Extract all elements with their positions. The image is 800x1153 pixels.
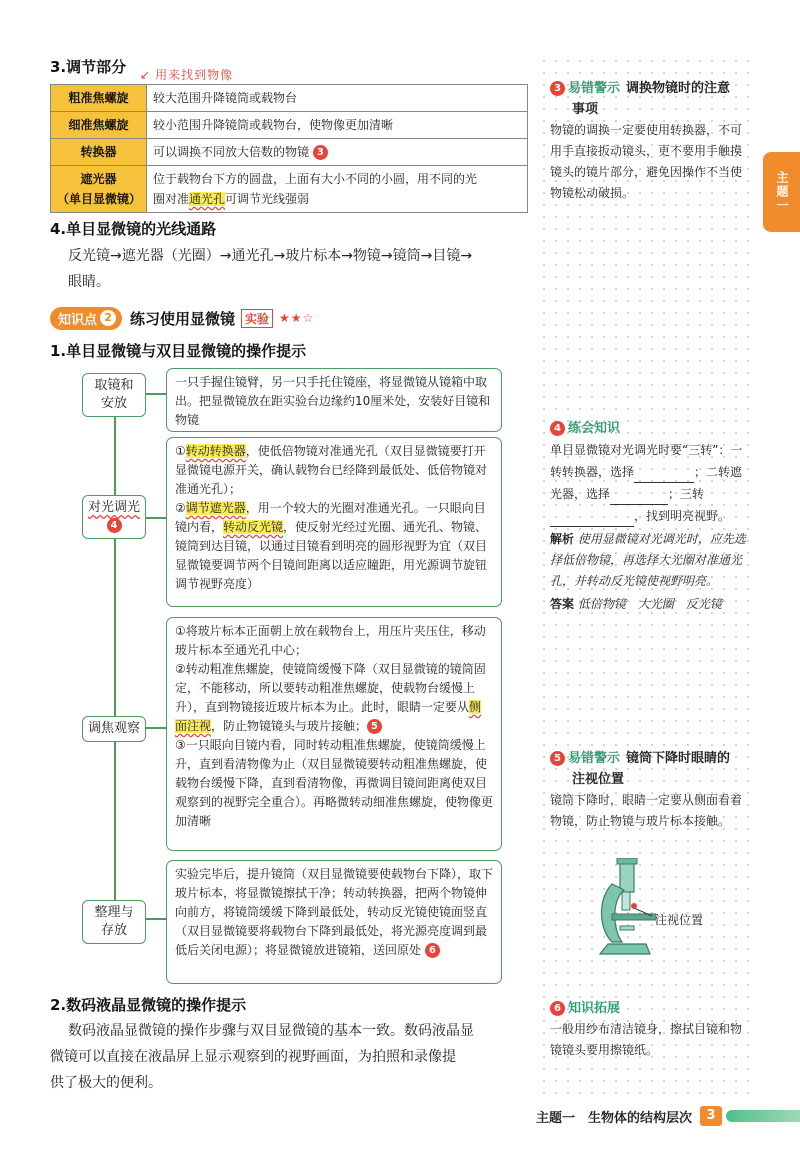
- cell-name-line2: （单目显微镜）: [57, 192, 142, 206]
- cell-name: 细准焦螺旋: [51, 112, 147, 139]
- side-analysis: [550, 529, 750, 592]
- section-3-title: 3.调节部分: [50, 58, 127, 76]
- side-head: [550, 748, 750, 769]
- blank: [610, 491, 668, 505]
- flow-connector: [146, 727, 166, 729]
- experiment-tag: 实验: [241, 309, 273, 328]
- table-row: [51, 85, 528, 112]
- eye-position-dot: [631, 903, 637, 909]
- footer-bar: [726, 1110, 800, 1122]
- side-label: 易错警示: [568, 751, 621, 766]
- ref-badge: 4: [550, 421, 565, 436]
- page-footer: [536, 1103, 800, 1129]
- microscope-base: [600, 944, 650, 954]
- side-head: [550, 418, 750, 439]
- text: ；二转遮光器，选择: [550, 465, 743, 501]
- cell-name: [51, 166, 147, 213]
- ref-badge: 3: [313, 145, 328, 160]
- step-label: 安放: [100, 396, 127, 411]
- flow-vertical-line: [114, 414, 116, 912]
- highlight-text: 转动反光镜: [223, 520, 284, 534]
- note-text: 用来找到物像: [155, 68, 234, 82]
- cell-desc: [147, 166, 528, 213]
- text: ；三转: [668, 487, 705, 501]
- step-label: 对光调光: [87, 500, 140, 515]
- cell-desc: 较大范围升降镜筒或载物台: [147, 85, 528, 112]
- step2-para2: [175, 499, 493, 594]
- text: ，使低倍物镜对准通光孔（双目显微镜要打开显微镜电源开关，确认载物台已经降到最低处、低倍物镜对准通光孔）；: [175, 444, 488, 496]
- adjustment-table: [50, 84, 528, 213]
- side-head: [550, 998, 750, 1019]
- side-block-4: [550, 418, 750, 615]
- badge-label: 知识点: [58, 312, 98, 328]
- side-question: [550, 439, 750, 527]
- side-title-cont: 注视位置: [572, 772, 625, 787]
- side-block-3: [550, 78, 750, 204]
- ref-badge: 6: [550, 1001, 565, 1016]
- cell-name: 转换器: [51, 139, 147, 166]
- desc-part: 位于载物台下方的圆盘，上面有大小不同的小圆，用不同的光: [153, 172, 478, 186]
- eyepiece-top: [617, 858, 637, 864]
- step-box-3: [166, 617, 502, 851]
- analysis-text: 使用显微镜对光调光时，应先选择低倍物镜，再选择大光圈对准通光孔，并转动反光镜使视野明亮。: [550, 532, 746, 588]
- table-row: [51, 112, 528, 139]
- footer-title: 主题一 生物体的结构层次: [536, 1110, 693, 1126]
- step3-para3: ③一只眼向目镜内看，同时转动粗准焦螺旋，使镜筒缓慢上升，直到看清物像为止（双目显微镜要转动粗准焦螺旋，使载物台缓慢下降，直到看清物像，再微调目镜间距离使双目观察到的视野完全重合）。再略微转动细准焦螺旋，使物像更加清晰: [175, 738, 494, 828]
- desc-part: 可调节光线强弱: [225, 192, 310, 206]
- side-title-cont: 事项: [572, 102, 599, 117]
- text: ，防止物镜镜头与玻片接触；: [211, 719, 368, 733]
- highlight-text: 转动转换器: [185, 444, 246, 458]
- ref-badge: 5: [550, 751, 565, 766]
- section-4-title: 4.单目显微镜的光线通路: [50, 220, 217, 238]
- objective-lens: [622, 892, 630, 910]
- side-block-6: [550, 998, 750, 1061]
- text: ，用一个较大的光圈对准通光孔。一只眼向目镜内看，: [175, 501, 486, 534]
- digital-para-line1: 数码液晶显微镜的操作步骤与双目显微镜的基本一致。数码液晶显: [68, 1023, 474, 1039]
- light-path-line1: 反光镜→遮光器（光圈）→通光孔→玻片标本→物镜→镜筒→目镜→: [68, 248, 473, 264]
- side-text: 镜筒下降时，眼睛一定要从侧面看着物镜，防止物镜与玻片标本接触。: [550, 793, 743, 828]
- step4-text: 实验完毕后，提升镜筒（双目显微镜要使载物台下降），取下玻片标本，将显微镜擦拭干净；转动转换器，把两个物镜伸向前方，将镜筒缓缓下降到最低处，转动反光镜使镜面竖直（双目显微镜要将载物台下降到最低处，将光源亮度调到最低后关闭电源）；将显微镜放进镜箱，送回原处: [175, 867, 494, 957]
- side-answer: [550, 594, 750, 615]
- mirror: [620, 926, 634, 930]
- side-head: [550, 78, 750, 99]
- answer-label: 答案: [550, 597, 575, 611]
- highlight-text: 通光孔: [189, 192, 226, 206]
- cell-desc: [147, 139, 528, 166]
- knowledge-point-title: 练习使用显微镜: [130, 309, 236, 328]
- text: ①: [175, 444, 186, 458]
- subsection-1-title: 1.单目显微镜与双目显微镜的操作提示: [50, 342, 307, 360]
- text: ②转动粗准焦螺旋，使镜筒缓慢下降（双目显微镜的镜筒固定，不能移动，所以要转动粗准焦螺旋，使载物台缓慢上升），直到物镜接近玻片标本为止。此时，眼睛一定要从: [175, 662, 486, 714]
- figure-label: 注视位置: [655, 913, 704, 927]
- side-text: 一般用纱布清洁镜身，擦拭目镜和物镜镜头要用擦镜纸。: [550, 1022, 743, 1057]
- side-label: 练会知识: [568, 421, 621, 436]
- side-label: 知识拓展: [568, 1001, 621, 1016]
- side-block-5: [550, 748, 750, 832]
- cell-desc-text: 可以调换不同放大倍数的物镜: [153, 145, 310, 159]
- eyepiece-tube: [620, 862, 634, 892]
- highlight-text: 调节遮光器: [185, 501, 246, 515]
- step3-para1: ①将玻片标本正面朝上放在载物台上，用压片夹压住，移动玻片标本至通光孔中心；: [175, 624, 486, 657]
- answer-text: 低倍物镜 大光圈 反光镜: [577, 597, 722, 611]
- light-path-line2: 眼睛。: [68, 274, 110, 290]
- knowledge-point-header: [50, 306, 314, 330]
- step-box-1: 一只手握住镜臂，另一只手托住镜座，将显微镜从镜箱中取出。把显微镜放在距实验台边缘约10厘米处，安装好目镜和物镜: [166, 368, 502, 432]
- cell-name-line1: 遮光器: [80, 172, 117, 186]
- ref-badge: 4: [107, 518, 122, 533]
- step3-para2: [175, 660, 493, 736]
- ref-badge: 5: [367, 719, 382, 734]
- table-row: [51, 139, 528, 166]
- badge-number: 2: [100, 310, 116, 326]
- cell-name: 粗准焦螺旋: [51, 85, 147, 112]
- step-box-4: [166, 860, 502, 984]
- analysis-label: 解析: [550, 532, 575, 546]
- step-label: 取镜和: [94, 378, 134, 393]
- flow-connector: [146, 393, 166, 395]
- blank: [550, 513, 634, 527]
- side-title: 调换物镜时的注意: [626, 81, 731, 96]
- page-number: 3: [700, 1106, 722, 1126]
- curved-arrow-icon: ↙: [140, 68, 152, 82]
- cell-desc: 较小范围升降镜筒或载物台，使物像更加清晰: [147, 112, 528, 139]
- text: 单目显微镜对光调光时要“三转”：一转转换器，选择: [550, 443, 743, 479]
- step-label: 调焦观察: [87, 721, 140, 736]
- text: ，使反射光经过光圈、通光孔、物镜、镜筒到达目镜，以通过目镜看到明亮的圆形视野为宜（双目显微镜要调节两个目镜间距离以适应瞳距，用光源调节旋钮调节视野亮度）: [175, 520, 488, 591]
- step-light-adjust: [82, 495, 146, 539]
- step-label: 存放: [100, 923, 127, 938]
- table-row: [51, 166, 528, 213]
- handwritten-note: [140, 66, 233, 83]
- ref-badge: 3: [550, 81, 565, 96]
- step-take-and-place: [82, 373, 146, 417]
- step-tidy-store: [82, 900, 146, 944]
- side-text: 物镜的调换一定要使用转换器，不可用手直接扳动镜头，更不要用手触摸镜头的镜片部分，避免因操作不当使物镜松动破损。: [550, 123, 743, 200]
- digital-para-line3: 供了极大的便利。: [50, 1075, 162, 1091]
- knowledge-point-badge: [50, 307, 122, 330]
- ref-badge: 6: [425, 943, 440, 958]
- subsection-2-title: 2.数码液晶显微镜的操作提示: [50, 996, 247, 1014]
- step-focus-observe: [82, 716, 146, 742]
- blank: [634, 469, 694, 483]
- theme-tab[interactable]: 主题一: [763, 152, 800, 232]
- flow-connector: [146, 918, 166, 920]
- side-title: 镜筒下降时眼睛的: [626, 751, 731, 766]
- text: ②: [175, 501, 186, 515]
- microscope-arm: [602, 884, 625, 942]
- text: ，找到明亮视野。: [634, 509, 731, 523]
- step2-para1: [175, 442, 493, 499]
- flow-connector: [146, 517, 166, 519]
- side-label: 易错警示: [568, 81, 621, 96]
- desc-part: 圈对准: [153, 192, 190, 206]
- highlight-text: 侧面注视: [175, 700, 482, 733]
- step-label: 整理与: [94, 905, 134, 920]
- difficulty-stars: ★★☆: [279, 311, 315, 325]
- step-box-2: [166, 437, 502, 607]
- digital-para-line2: 微镜可以直接在液晶屏上显示观察到的视野画面，为拍照和录像提: [50, 1049, 456, 1065]
